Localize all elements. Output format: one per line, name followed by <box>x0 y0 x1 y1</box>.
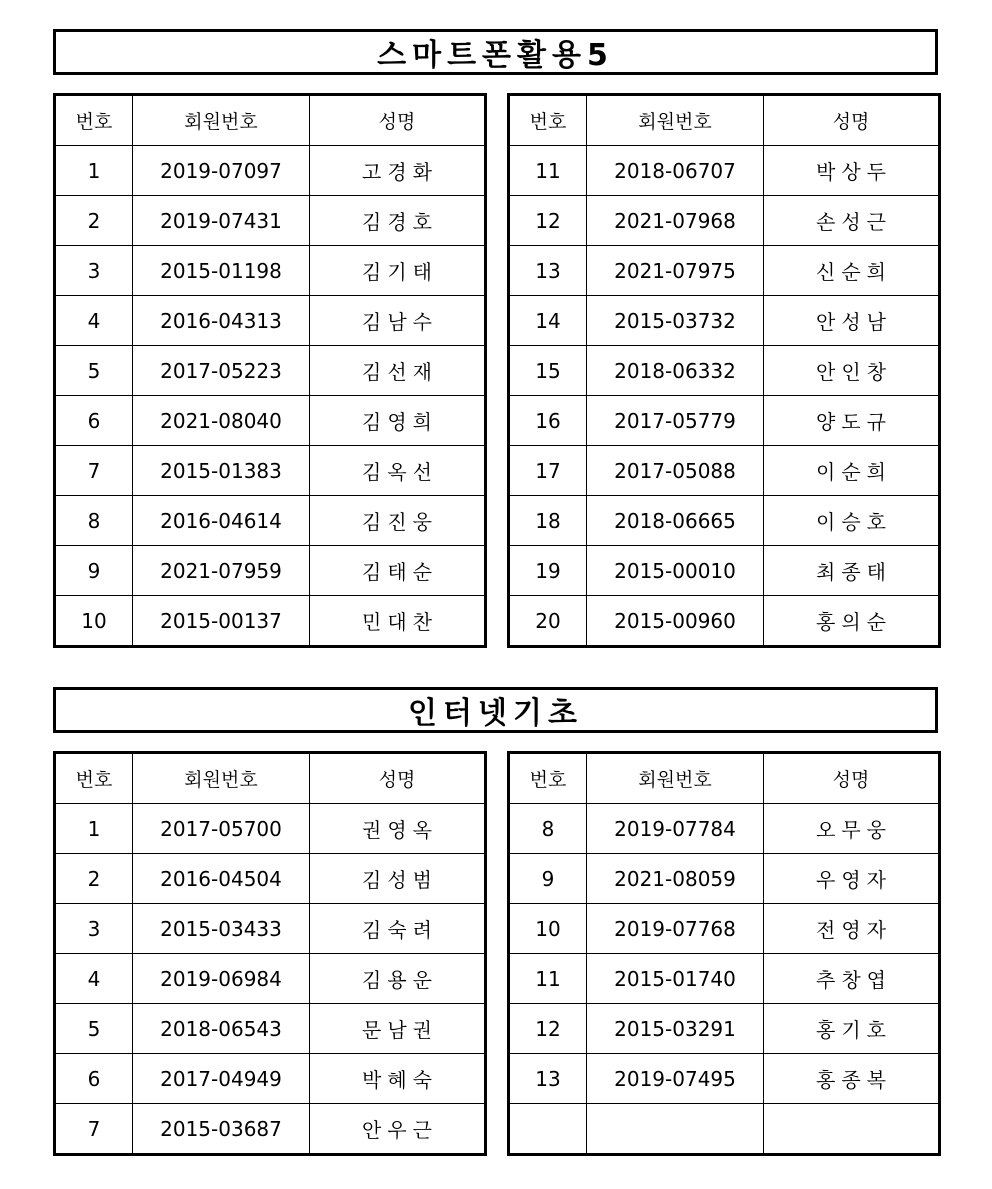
row-number: 4 <box>55 296 133 346</box>
member-id: 2019-07097 <box>133 146 310 196</box>
member-id: 2015-03687 <box>133 1104 310 1155</box>
member-id: 2018-06543 <box>133 1004 310 1054</box>
member-name: 전영자 <box>764 904 940 954</box>
row-number: 3 <box>55 246 133 296</box>
row-number: 20 <box>509 596 587 647</box>
member-name: 김선재 <box>310 346 486 396</box>
row-number: 5 <box>55 346 133 396</box>
header-no: 번호 <box>509 95 587 146</box>
row-number: 1 <box>55 804 133 854</box>
section-2-title: 인터넷기초 <box>53 687 938 733</box>
member-id: 2019-07495 <box>587 1054 764 1104</box>
member-id: 2016-04614 <box>133 496 310 546</box>
table-row <box>55 496 486 546</box>
header-row <box>55 753 486 804</box>
member-name: 안인창 <box>764 346 940 396</box>
section-1-left-table <box>53 93 487 648</box>
header-name: 성명 <box>764 95 940 146</box>
row-number: 17 <box>509 446 587 496</box>
header-no: 번호 <box>55 95 133 146</box>
row-number: 7 <box>55 1104 133 1155</box>
row-number: 12 <box>509 1004 587 1054</box>
row-number: 9 <box>509 854 587 904</box>
table-row <box>509 546 940 596</box>
table-row <box>55 396 486 446</box>
table-row <box>509 346 940 396</box>
section-1-title: 스마트폰활용5 <box>53 29 938 75</box>
member-name: 양도규 <box>764 396 940 446</box>
member-name: 김경호 <box>310 196 486 246</box>
member-id: 2018-06707 <box>587 146 764 196</box>
member-id: 2021-07959 <box>133 546 310 596</box>
header-name: 성명 <box>764 753 940 804</box>
member-name: 김숙려 <box>310 904 486 954</box>
member-name: 오무웅 <box>764 804 940 854</box>
header-member-id: 회원번호 <box>133 753 310 804</box>
table-row <box>55 196 486 246</box>
member-name: 홍의순 <box>764 596 940 647</box>
member-name: 이승호 <box>764 496 940 546</box>
row-number: 14 <box>509 296 587 346</box>
member-name: 안우근 <box>310 1104 486 1155</box>
member-id: 2015-00010 <box>587 546 764 596</box>
member-name: 고경화 <box>310 146 486 196</box>
member-name: 우영자 <box>764 854 940 904</box>
row-number <box>509 1104 587 1155</box>
member-name: 민대찬 <box>310 596 486 647</box>
row-number: 3 <box>55 904 133 954</box>
table-row <box>55 346 486 396</box>
row-number: 16 <box>509 396 587 446</box>
table-row <box>55 146 486 196</box>
header-name: 성명 <box>310 753 486 804</box>
header-no: 번호 <box>55 753 133 804</box>
member-id: 2015-00137 <box>133 596 310 647</box>
table-row <box>55 804 486 854</box>
row-number: 10 <box>55 596 133 647</box>
member-name: 안성남 <box>764 296 940 346</box>
member-name: 이순희 <box>764 446 940 496</box>
table-row <box>509 396 940 446</box>
member-id: 2015-01383 <box>133 446 310 496</box>
header-no: 번호 <box>509 753 587 804</box>
table-row <box>509 246 940 296</box>
member-id: 2015-03732 <box>587 296 764 346</box>
row-number: 8 <box>509 804 587 854</box>
member-id: 2016-04313 <box>133 296 310 346</box>
row-number: 7 <box>55 446 133 496</box>
header-row <box>509 753 940 804</box>
table-row <box>509 854 940 904</box>
table-row <box>509 146 940 196</box>
table-row <box>55 854 486 904</box>
header-member-id: 회원번호 <box>587 753 764 804</box>
header-member-id: 회원번호 <box>133 95 310 146</box>
row-number: 1 <box>55 146 133 196</box>
member-id: 2021-07975 <box>587 246 764 296</box>
member-name: 김영희 <box>310 396 486 446</box>
header-member-id: 회원번호 <box>587 95 764 146</box>
row-number: 9 <box>55 546 133 596</box>
table-row <box>509 1104 940 1155</box>
row-number: 5 <box>55 1004 133 1054</box>
table-row <box>509 196 940 246</box>
member-id: 2015-03433 <box>133 904 310 954</box>
row-number: 2 <box>55 196 133 246</box>
row-number: 13 <box>509 1054 587 1104</box>
section-1-right-table <box>507 93 941 648</box>
table-row <box>55 246 486 296</box>
member-id: 2017-05223 <box>133 346 310 396</box>
member-name: 김용운 <box>310 954 486 1004</box>
table-row <box>509 904 940 954</box>
member-name: 문남권 <box>310 1004 486 1054</box>
row-number: 2 <box>55 854 133 904</box>
table-row <box>509 804 940 854</box>
member-id: 2019-06984 <box>133 954 310 1004</box>
table-row <box>55 1054 486 1104</box>
member-name <box>764 1104 940 1155</box>
table-row <box>509 954 940 1004</box>
member-name: 홍기호 <box>764 1004 940 1054</box>
member-id: 2019-07431 <box>133 196 310 246</box>
header-row <box>55 95 486 146</box>
row-number: 11 <box>509 954 587 1004</box>
member-name: 최종태 <box>764 546 940 596</box>
header-row <box>509 95 940 146</box>
row-number: 8 <box>55 496 133 546</box>
member-name: 박상두 <box>764 146 940 196</box>
member-name: 김기태 <box>310 246 486 296</box>
table-row <box>509 446 940 496</box>
header-name: 성명 <box>310 95 486 146</box>
row-number: 4 <box>55 954 133 1004</box>
member-id: 2016-04504 <box>133 854 310 904</box>
row-number: 11 <box>509 146 587 196</box>
member-id: 2017-04949 <box>133 1054 310 1104</box>
member-id: 2015-03291 <box>587 1004 764 1054</box>
member-id: 2018-06332 <box>587 346 764 396</box>
member-id: 2019-07768 <box>587 904 764 954</box>
table-row <box>55 596 486 647</box>
row-number: 19 <box>509 546 587 596</box>
member-name: 손성근 <box>764 196 940 246</box>
member-name: 박혜숙 <box>310 1054 486 1104</box>
section-2-left-table <box>53 751 487 1156</box>
member-name: 김성범 <box>310 854 486 904</box>
member-id: 2017-05700 <box>133 804 310 854</box>
member-name: 김남수 <box>310 296 486 346</box>
member-id: 2021-07968 <box>587 196 764 246</box>
member-name: 권영옥 <box>310 804 486 854</box>
member-name: 홍종복 <box>764 1054 940 1104</box>
table-row <box>509 496 940 546</box>
table-row <box>55 296 486 346</box>
member-name: 추창엽 <box>764 954 940 1004</box>
member-id: 2015-01198 <box>133 246 310 296</box>
member-id: 2015-00960 <box>587 596 764 647</box>
member-id <box>587 1104 764 1155</box>
table-row <box>55 1104 486 1155</box>
section-2-right-table <box>507 751 941 1156</box>
row-number: 12 <box>509 196 587 246</box>
member-id: 2021-08040 <box>133 396 310 446</box>
table-row <box>509 1004 940 1054</box>
table-row <box>55 954 486 1004</box>
member-name: 김진웅 <box>310 496 486 546</box>
member-name: 신순희 <box>764 246 940 296</box>
row-number: 6 <box>55 1054 133 1104</box>
member-id: 2017-05088 <box>587 446 764 496</box>
member-id: 2015-01740 <box>587 954 764 1004</box>
table-row <box>509 296 940 346</box>
row-number: 10 <box>509 904 587 954</box>
member-name: 김옥선 <box>310 446 486 496</box>
row-number: 6 <box>55 396 133 446</box>
row-number: 13 <box>509 246 587 296</box>
member-id: 2018-06665 <box>587 496 764 546</box>
table-row <box>509 1054 940 1104</box>
table-row <box>55 546 486 596</box>
row-number: 18 <box>509 496 587 546</box>
table-row <box>55 446 486 496</box>
member-name: 김태순 <box>310 546 486 596</box>
member-id: 2017-05779 <box>587 396 764 446</box>
table-row <box>55 904 486 954</box>
table-row <box>55 1004 486 1054</box>
row-number: 15 <box>509 346 587 396</box>
table-row <box>509 596 940 647</box>
member-id: 2021-08059 <box>587 854 764 904</box>
member-id: 2019-07784 <box>587 804 764 854</box>
